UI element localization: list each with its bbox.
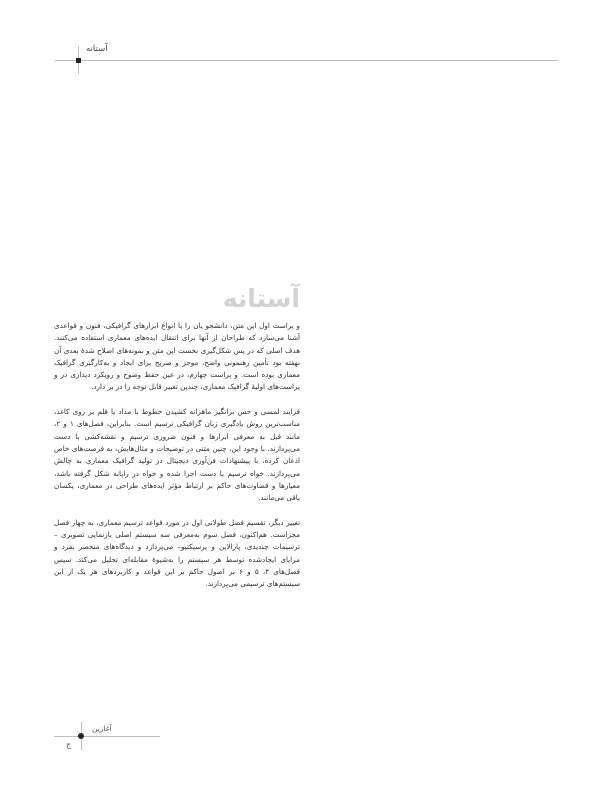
paragraph: تغییر دیگر، تقسیم فصل طولانی اول در مورد قواعد ترسیم معماری، به چهار فصل مجزاست. هم‌اکنون، فصل سوم به‌معرفی سه سیستم اصلی بازنمایی تصویری –ترسیمات چندیدی، پارالاین و پرسپکتیو– می‌پردازد و دیدگاه‌های منحصر بفرد و مزایای ایجادشده توسط هر سیستم را به‌شیوهٔ مقابله‌ای تحلیل می‌کند. سپس فصل‌های ۴، ۵ و ۶ بر اصول حاکم بر این قواعد و کاربردهای هر یک از این سیستم‌های ترسیمی می‌پردازند. [54, 517, 300, 589]
paragraph: و پراست اول این متن، دانشجو یان را با انواع ابزارهای گرافیکی، فنون و قواعدی آشنا می‌سازد که طراحان از آنها برای انتقال ایده‌های معماری استفاده می‌کنند. هدف اصلی که در پس شکل‌گیری نخست این متن و نمونه‌های اصلاح شدهٔ بعدی آن نهفته بود تأمین رهنمونی واضح، موجز و صریح برای ایجاد و به‌کارگیری گرافیک معماری بوده است. و پراست چهارم، در عین حفظ وضوح و رویکرد دیداری در و پراست‌های اولیهٔ گرافیک معماری، چندین تغییر قابل توجه را در بر دارد. [54, 321, 300, 392]
chapter-title: آستانه [222, 284, 300, 313]
paragraph: فرایند لمسی و حس برانگیز ماهرانه کشیدن خطوط با مداد یا قلم بر روی کاغذ، مناسب‌ترین روش یادگیری زبان گرافیکی ترسیم است. بنابراین، فصل‌های ۱ و ۲، مانند قبل به معرفی ابزارها و فنون ضروری ترسیم و نقشه‌کشی با دست می‌پردازند. با وجود این، چنین متنی در توضیحات و مثال‌هایش، به فرصت‌های خاص اذعان کرده، با پیشنهادات فن‌آوری دیجیتال در تولید گرافیک معماری به چالش می‌پردازند. خواه ترسیم با دست اجرا شده و خواه در رایانه شکل گرفته باشد، معیارها و قضاوت‌های حاکم بر ارتباط مؤثر ایده‌های طراحی در معماری، یکسان باقی می‌مانند. [54, 407, 300, 503]
page-number: ج [66, 740, 72, 749]
header-crosshair-marker [76, 58, 81, 63]
header-rule [55, 60, 558, 61]
body-text [54, 320, 300, 603]
running-head-title: آستانه [86, 44, 108, 54]
footer-crosshair-marker [78, 733, 84, 739]
footer-section-label: آغازین [92, 724, 112, 733]
footer-rule [54, 736, 160, 737]
